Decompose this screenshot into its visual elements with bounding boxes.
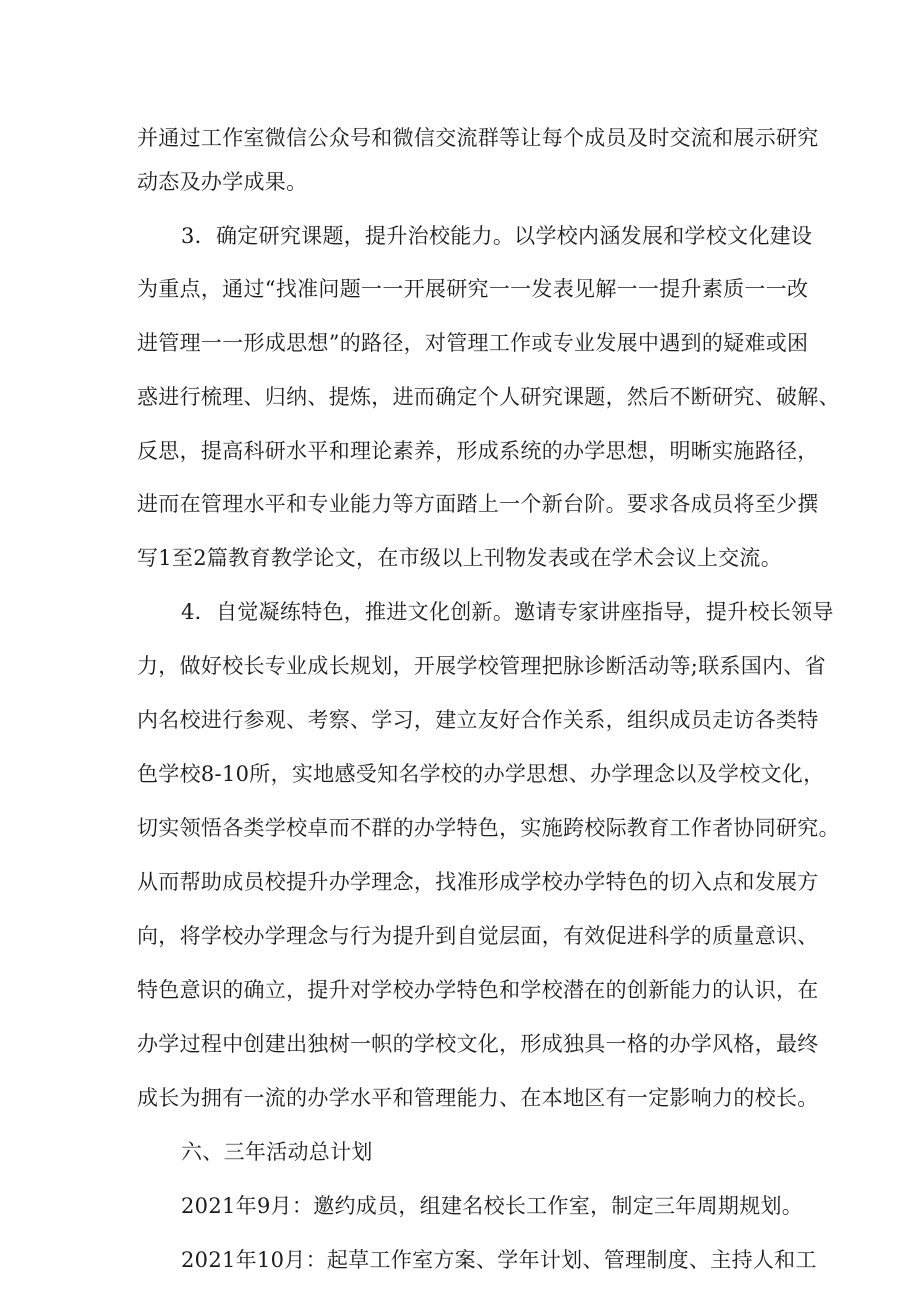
paragraph-3-heading-line: 3．确定研究课题，提升治校能力。以学校内涵发展和学校文化建设: [181, 224, 813, 248]
text-line: 力，做好校长专业成长规划，开展学校管理把脉诊断活动等;联系国内、省: [137, 654, 826, 678]
section-heading: 六、三年活动总计划: [181, 1140, 373, 1164]
text-line: 为重点，通过“找准问题一一开展研究一一发表见解一一提升素质一一改: [137, 277, 809, 301]
text-line: 写1至2篇教育教学论文，在市级以上刊物发表或在学术会议上交流。: [137, 546, 783, 570]
schedule-item: 2021年10月：起草工作室方案、学年计划、管理制度、主持人和工: [181, 1248, 817, 1272]
text-line: 向，将学校办学理念与行为提升到自觉层面，有效促进科学的质量意识、: [137, 924, 819, 948]
text-line: 进而在管理水平和专业能力等方面踏上一个新台阶。要求各成员将至少撰: [137, 492, 819, 516]
text-line: 并通过工作室微信公众号和微信交流群等让每个成员及时交流和展示研究: [137, 126, 819, 150]
text-line: 反思，提高科研水平和理论素养，形成系统的办学思想，明晰实施路径，: [137, 439, 819, 463]
text-line: 色学校8-10所，实地感受知名学校的办学思想、办学理念以及学校文化，: [137, 762, 825, 786]
schedule-item: 2021年9月：邀约成员，组建名校长工作室，制定三年周期规划。: [181, 1194, 804, 1218]
text-line: 进管理一一形成思想”的路径，对管理工作或专业发展中遇到的疑难或困: [137, 331, 809, 355]
text-line: 从而帮助成员校提升办学理念，找准形成学校办学特色的切入点和发展方: [137, 870, 819, 894]
text-line: 动态及办学成果。: [137, 170, 308, 194]
text-line: 成长为拥有一流的办学水平和管理能力、在本地区有一定影响力的校长。: [137, 1086, 819, 1110]
text-line: 切实领悟各类学校卓而不群的办学特色，实施跨校际教育工作者协同研究。: [137, 816, 840, 840]
text-line: 办学过程中创建出独树一帜的学校文化，形成独具一格的办学风格，最终: [137, 1032, 819, 1056]
text-line: 特色意识的确立，提升对学校办学特色和学校潜在的创新能力的认识，在: [137, 978, 819, 1002]
paragraph-4-heading-line: 4．自觉凝练特色，推进文化创新。邀请专家讲座指导，提升校长领导: [181, 600, 834, 624]
text-line: 内名校进行参观、考察、学习，建立友好合作关系，组织成员走访各类特: [137, 708, 819, 732]
text-line: 惑进行梳理、归纳、提炼，进而确定个人研究课题，然后不断研究、破解、: [137, 385, 840, 409]
